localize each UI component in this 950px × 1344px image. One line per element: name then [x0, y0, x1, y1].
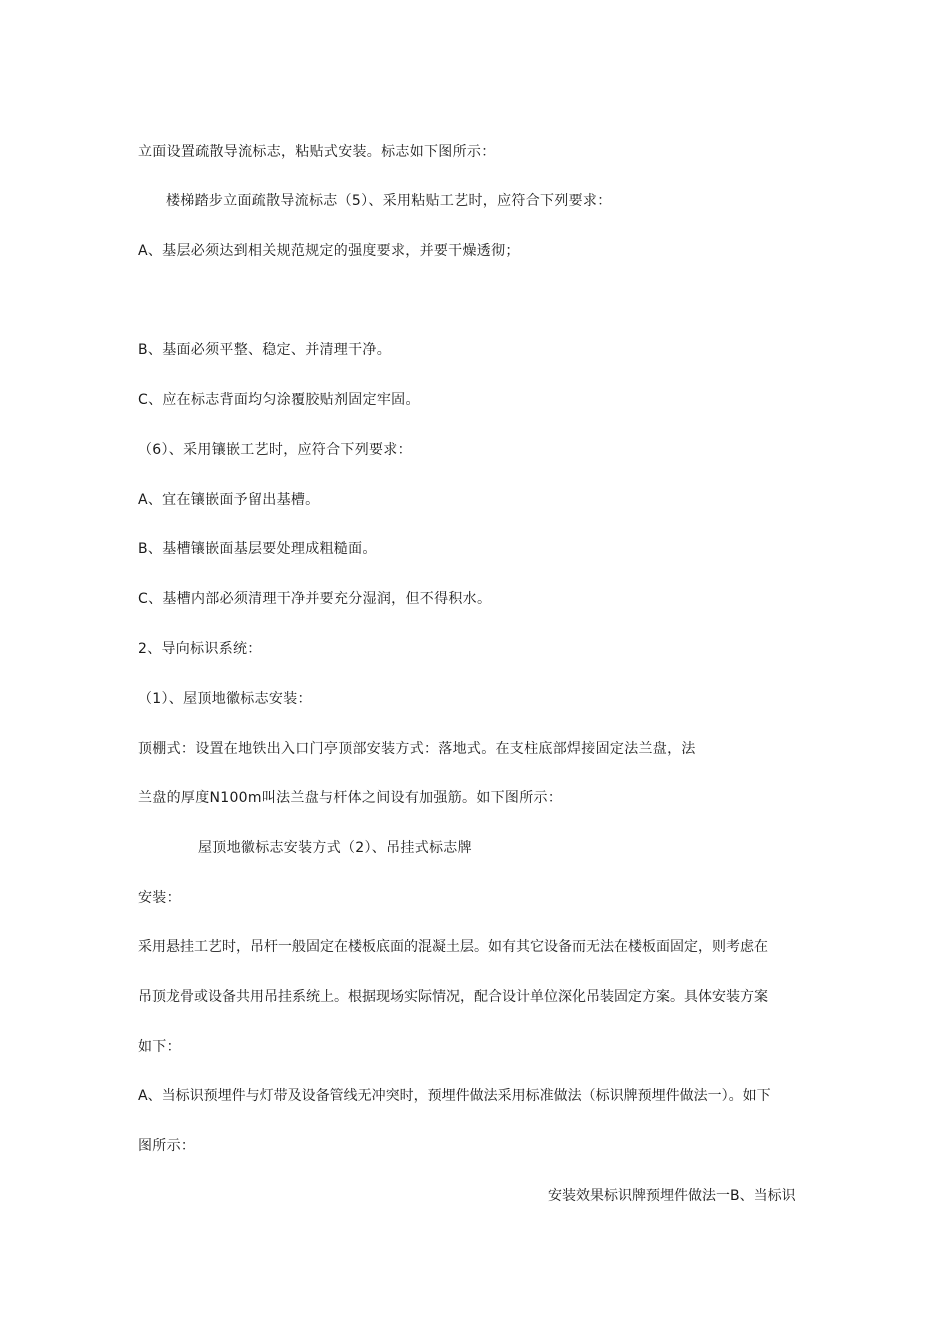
text-line-4: B、基面必须平整、稳定、并清理干净。: [138, 342, 392, 358]
text-line-2: 楼梯踏步立面疏散导流标志（5）、采用粘贴工艺时，应符合下列要求：: [166, 193, 612, 209]
text-line-14: 屋顶地徽标志安装方式（2）、吊挂式标志牌: [198, 840, 472, 856]
text-line-19: A、当标识预埋件与灯带及设备管线无冲突时，预埋件做法采用标准做法（标识牌预埋件做法一）。如下: [138, 1088, 771, 1104]
text-line-10: 2、导向标识系统：: [138, 641, 262, 657]
text-line-13: 兰盘的厚度N100m叫法兰盘与杆体之间设有加强筋。如下图所示：: [138, 790, 563, 806]
text-line-11: （1）、屋顶地徽标志安装：: [138, 691, 312, 707]
text-line-3: A、基层必须达到相关规范规定的强度要求，并要干燥透彻；: [138, 243, 520, 259]
text-line-20: 图所示：: [138, 1138, 196, 1154]
text-line-15: 安装：: [138, 890, 181, 906]
text-line-6: （6）、采用镶嵌工艺时，应符合下列要求：: [138, 442, 412, 458]
text-line-21: 安装效果标识牌预埋件做法一B、当标识: [548, 1188, 796, 1204]
text-line-9: C、基槽内部必须清理干净并要充分湿润，但不得积水。: [138, 591, 492, 607]
text-line-18: 如下：: [138, 1039, 181, 1055]
text-line-8: B、基槽镶嵌面基层要处理成粗糙面。: [138, 541, 377, 557]
text-line-1: 立面设置疏散导流标志，粘贴式安装。标志如下图所示：: [138, 144, 496, 160]
text-line-12: 顶棚式：设置在地铁出入口门亭顶部安装方式：落地式。在支柱底部焊接固定法兰盘，法: [138, 741, 696, 757]
text-line-7: A、宜在镶嵌面予留出基槽。: [138, 492, 320, 508]
text-line-17: 吊顶龙骨或设备共用吊挂系统上。根据现场实际情况，配合设计单位深化吊装固定方案。具体安装方案: [138, 989, 768, 1005]
text-line-16: 采用悬挂工艺时，吊杆一般固定在楼板底面的混凝土层。如有其它设备而无法在楼板面固定，则考虑在: [138, 939, 768, 955]
text-line-5: C、应在标志背面均匀涂覆胶贴剂固定牢固。: [138, 392, 420, 408]
